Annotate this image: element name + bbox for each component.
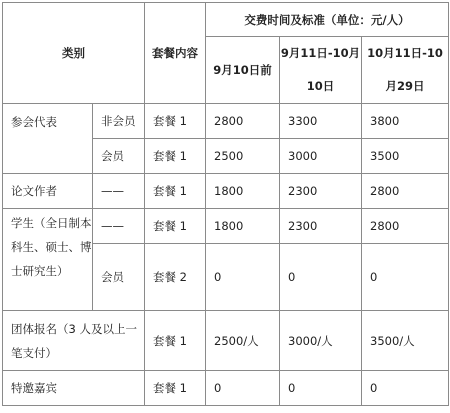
subcategory-cell: 非会员 [93, 104, 145, 139]
package-cell: 套餐 1 [145, 209, 206, 244]
price-cell: 0 [280, 371, 362, 406]
table-row [3, 311, 449, 371]
category-cell: 论文作者 [3, 174, 93, 209]
package-cell: 套餐 1 [145, 104, 206, 139]
package-cell: 套餐 2 [145, 244, 206, 311]
price-cell: 3800 [362, 104, 449, 139]
price-cell: 2500 [206, 139, 280, 174]
package-cell: 套餐 1 [145, 371, 206, 406]
price-cell: 3000/人 [280, 311, 362, 371]
price-cell: 3300 [280, 104, 362, 139]
header-period-3: 10月11日-10月29日 [362, 37, 449, 104]
category-cell: 参会代表 [3, 104, 93, 174]
price-cell: 2300 [280, 209, 362, 244]
header-package: 套餐内容 [145, 3, 206, 104]
subcategory-cell: 会员 [93, 139, 145, 174]
price-cell: 0 [362, 244, 449, 311]
table-row [3, 174, 449, 209]
header-category: 类别 [3, 3, 145, 104]
header-period-1: 9月10日前 [206, 37, 280, 104]
subcategory-cell: —— [93, 174, 145, 209]
table-row [3, 104, 449, 139]
price-cell: 2800 [362, 174, 449, 209]
table-row [3, 371, 449, 406]
price-cell: 2300 [280, 174, 362, 209]
price-cell: 0 [206, 371, 280, 406]
price-cell: 0 [206, 244, 280, 311]
category-cell: 团体报名（3 人及以上一笔支付） [3, 311, 145, 371]
price-cell: 1800 [206, 209, 280, 244]
package-cell: 套餐 1 [145, 174, 206, 209]
price-cell: 3000 [280, 139, 362, 174]
price-cell: 2800 [362, 209, 449, 244]
header-period-title: 交费时间及标准（单位：元/人） [206, 3, 449, 37]
fee-table [2, 2, 449, 406]
price-cell: 2800 [206, 104, 280, 139]
price-cell: 0 [280, 244, 362, 311]
price-cell: 2500/人 [206, 311, 280, 371]
package-cell: 套餐 1 [145, 311, 206, 371]
subcategory-cell: —— [93, 209, 145, 244]
subcategory-cell: 会员 [93, 244, 145, 311]
header-row-1 [3, 3, 449, 37]
price-cell: 1800 [206, 174, 280, 209]
package-cell: 套餐 1 [145, 139, 206, 174]
category-cell: 学生（全日制本科生、硕士、博士研究生） [3, 209, 93, 311]
table-row [3, 209, 449, 244]
header-period-2: 9月11日-10月10日 [280, 37, 362, 104]
price-cell: 3500 [362, 139, 449, 174]
category-cell: 特邀嘉宾 [3, 371, 145, 406]
price-cell: 0 [362, 371, 449, 406]
price-cell: 3500/人 [362, 311, 449, 371]
